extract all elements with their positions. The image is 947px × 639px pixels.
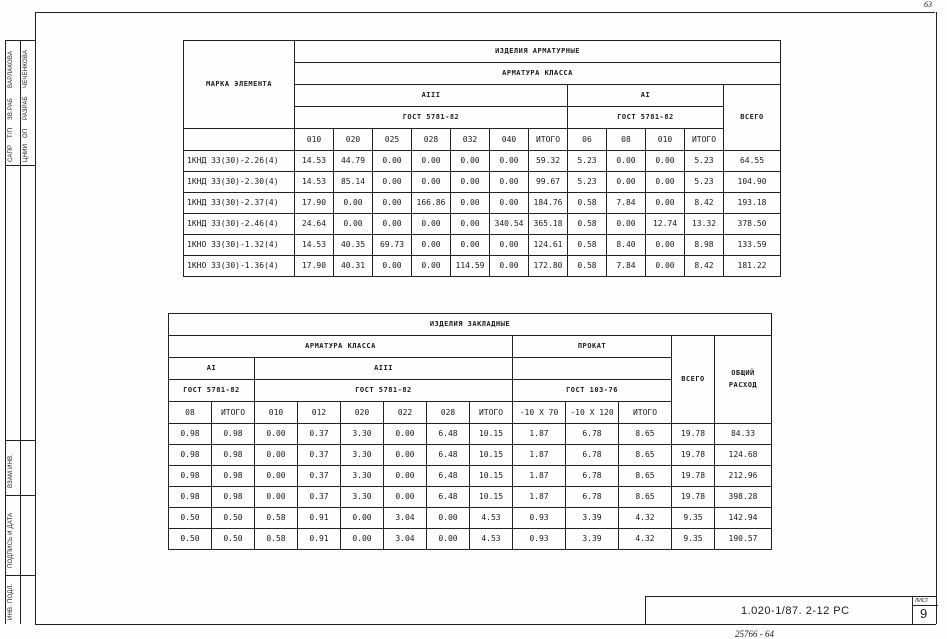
table-cell: 365.18 <box>529 214 568 235</box>
table-cell: 0.93 <box>513 529 566 550</box>
table1-col-blank <box>184 129 295 151</box>
table-cell: 8.42 <box>685 256 724 277</box>
table-cell: 64.55 <box>724 151 781 172</box>
table-cell: 172.80 <box>529 256 568 277</box>
table-cell: 44.79 <box>334 151 373 172</box>
table-cell: 0.98 <box>169 466 212 487</box>
table1-gost-a3: ГОСТ 5781-82 <box>295 107 568 129</box>
table2-col-header: 022 <box>384 402 427 424</box>
table-cell: 6.48 <box>427 424 470 445</box>
table-cell: 142.94 <box>715 508 772 529</box>
table-cell: 4.53 <box>470 529 513 550</box>
table1-total-header: ВСЕГО <box>724 85 781 151</box>
table-cell: 0.37 <box>298 466 341 487</box>
table-cell: 0.00 <box>490 193 529 214</box>
table-cell: 0.00 <box>646 235 685 256</box>
table1-body <box>184 151 781 277</box>
table2-body <box>169 424 772 550</box>
table-cell: 104.90 <box>724 172 781 193</box>
table-row <box>169 466 772 487</box>
table-cell: 3.30 <box>341 466 384 487</box>
table-cell: 0.58 <box>255 529 298 550</box>
table2-title: ИЗДЕЛИЯ ЗАКЛАДНЫЕ <box>169 314 772 336</box>
sheet-label: ЛИСТ <box>915 598 929 604</box>
table2-gost-rolled: ГОСТ 103-76 <box>513 380 672 402</box>
table-cell: 10.15 <box>470 424 513 445</box>
table-cell: 14.53 <box>295 235 334 256</box>
table2-overall-header <box>715 336 772 424</box>
table2-rolled-header: ПРОКАТ <box>513 336 672 358</box>
reinforcement-table <box>183 40 781 277</box>
table-cell: 1.87 <box>513 445 566 466</box>
side-strip-divider <box>20 40 21 624</box>
table-cell: 10.15 <box>470 466 513 487</box>
table-cell: 0.00 <box>427 508 470 529</box>
table2-col-header: 028 <box>427 402 470 424</box>
table2-col-header: -10 Х 120 <box>566 402 619 424</box>
table1-title: ИЗДЕЛИЯ АРМАТУРНЫЕ <box>295 41 781 63</box>
table-cell: 3.04 <box>384 529 427 550</box>
table-row <box>184 256 781 277</box>
table-cell: 12.74 <box>646 214 685 235</box>
table-row <box>184 214 781 235</box>
table-cell: 4.53 <box>470 508 513 529</box>
table1-col-header: 028 <box>412 129 451 151</box>
table-cell: 0.00 <box>451 172 490 193</box>
table-cell: 0.91 <box>298 529 341 550</box>
table-cell: 8.65 <box>619 424 672 445</box>
table-cell: 3.30 <box>341 424 384 445</box>
table-cell: 114.59 <box>451 256 490 277</box>
table-cell: 0.00 <box>334 193 373 214</box>
table-cell: 0.00 <box>451 193 490 214</box>
table-cell: 13.32 <box>685 214 724 235</box>
table-cell: 1.87 <box>513 487 566 508</box>
table-cell: 19.78 <box>672 487 715 508</box>
table-cell: 0.00 <box>373 214 412 235</box>
table-cell: 0.58 <box>568 235 607 256</box>
table1-col-header: ИТОГО <box>529 129 568 151</box>
mark-header: МАРКА ЭЛЕМЕНТА <box>184 41 295 129</box>
table-cell: 3.30 <box>341 487 384 508</box>
table-cell: 6.78 <box>566 487 619 508</box>
table-cell: 0.98 <box>212 487 255 508</box>
table-cell: 10.15 <box>470 445 513 466</box>
table-cell: 0.00 <box>607 214 646 235</box>
table1-col-header: 025 <box>373 129 412 151</box>
table-cell: 398.28 <box>715 487 772 508</box>
table1-gost-a1: ГОСТ 5781-82 <box>568 107 724 129</box>
table-cell: 0.00 <box>412 214 451 235</box>
table-cell: 84.33 <box>715 424 772 445</box>
table-cell: 0.37 <box>298 445 341 466</box>
table1-col-header: ИТОГО <box>685 129 724 151</box>
table-cell: 0.00 <box>412 256 451 277</box>
table1-subtitle: АРМАТУРА КЛАССА <box>295 63 781 85</box>
table-cell: 133.59 <box>724 235 781 256</box>
table-cell: 19.78 <box>672 445 715 466</box>
strip-label-podpis-data: ПОДПИСЬ И ДАТА <box>8 512 14 568</box>
strip-rule <box>5 440 35 441</box>
table-cell: 4.32 <box>619 529 672 550</box>
table-cell: 19.78 <box>672 466 715 487</box>
table-cell: 0.58 <box>568 214 607 235</box>
table-cell: 0.00 <box>255 445 298 466</box>
table-cell: 0.98 <box>169 445 212 466</box>
table-cell: 17.90 <box>295 256 334 277</box>
table1-class-a1: АI <box>568 85 724 107</box>
table-row <box>169 445 772 466</box>
strip-label-vzam-inv: ВЗАМ.ИНВ. <box>8 453 14 488</box>
table-cell: 0.00 <box>607 172 646 193</box>
table-cell: 7.84 <box>607 193 646 214</box>
table-cell: 14.53 <box>295 151 334 172</box>
table-cell: 0.00 <box>451 235 490 256</box>
table-cell: 0.00 <box>384 424 427 445</box>
table-cell: 3.39 <box>566 529 619 550</box>
strip-label-varlakova: ВАРЛАКОВА <box>8 50 14 88</box>
table-cell: 8.98 <box>685 235 724 256</box>
table-cell: 0.00 <box>384 487 427 508</box>
table-cell: 7.84 <box>607 256 646 277</box>
table-cell: 0.58 <box>568 256 607 277</box>
table-row <box>169 424 772 445</box>
table2-col-header: 012 <box>298 402 341 424</box>
table-cell: 0.91 <box>298 508 341 529</box>
table-row <box>169 487 772 508</box>
table-cell: 1.87 <box>513 466 566 487</box>
table2-col-header: 08 <box>169 402 212 424</box>
table-cell: 0.00 <box>451 214 490 235</box>
title-stamp <box>645 596 937 625</box>
table-cell: 10.15 <box>470 487 513 508</box>
table-cell: 0.00 <box>412 172 451 193</box>
table-cell: 5.23 <box>685 172 724 193</box>
table2-col-header: 010 <box>255 402 298 424</box>
table-cell: 8.65 <box>619 445 672 466</box>
table-cell: 9.35 <box>672 508 715 529</box>
table-cell: 0.50 <box>212 529 255 550</box>
table1-col-header: 06 <box>568 129 607 151</box>
table-cell: 212.96 <box>715 466 772 487</box>
table-cell: 0.00 <box>341 529 384 550</box>
table-cell: 6.78 <box>566 466 619 487</box>
table-cell: 0.00 <box>427 529 470 550</box>
table-cell: 69.73 <box>373 235 412 256</box>
table-cell: 0.00 <box>255 466 298 487</box>
table-cell: 0.00 <box>384 445 427 466</box>
table2-col-header: ИТОГО <box>470 402 513 424</box>
table-cell: 124.61 <box>529 235 568 256</box>
table2-rolled-blank <box>513 358 672 380</box>
table-cell: 0.98 <box>169 487 212 508</box>
table-cell: 0.00 <box>490 172 529 193</box>
page-number: 63 <box>924 0 932 9</box>
table-cell: 0.00 <box>334 214 373 235</box>
element-mark-cell: 1КНО 33(30)-1.36(4) <box>184 256 295 277</box>
table-cell: 0.00 <box>490 151 529 172</box>
table-cell: 3.04 <box>384 508 427 529</box>
table-cell: 0.00 <box>373 151 412 172</box>
table-cell: 0.98 <box>212 466 255 487</box>
table-cell: 8.65 <box>619 487 672 508</box>
table2-total-header: ВСЕГО <box>672 336 715 424</box>
table-cell: 0.00 <box>373 256 412 277</box>
table-cell: 0.98 <box>212 445 255 466</box>
table-cell: 6.78 <box>566 445 619 466</box>
embedded-products-table <box>168 313 772 550</box>
table2-col-header: ИТОГО <box>619 402 672 424</box>
table2-class-a1: АI <box>169 358 255 380</box>
table-cell: 59.32 <box>529 151 568 172</box>
document-code: 1.020-1/87. 2-12 PC <box>741 605 850 617</box>
table-cell: 4.32 <box>619 508 672 529</box>
table-cell: 0.00 <box>255 424 298 445</box>
strip-rule <box>5 165 35 166</box>
strip-label-cnii: ЦНИИ <box>23 143 29 162</box>
table-cell: 19.78 <box>672 424 715 445</box>
table-row <box>184 151 781 172</box>
table2-col-header: ИТОГО <box>212 402 255 424</box>
table1-col-header: 08 <box>607 129 646 151</box>
strip-rule <box>5 40 35 41</box>
table1-col-header: 010 <box>646 129 685 151</box>
handwritten-note: 25766 - 64 <box>735 629 774 639</box>
table-cell: 0.00 <box>341 508 384 529</box>
element-mark-cell: 1КНД 33(30)-2.37(4) <box>184 193 295 214</box>
table1-col-header: 010 <box>295 129 334 151</box>
table-cell: 340.54 <box>490 214 529 235</box>
table-cell: 0.50 <box>212 508 255 529</box>
table2-col-header: -10 Х 70 <box>513 402 566 424</box>
table-cell: 9.35 <box>672 529 715 550</box>
table-cell: 3.30 <box>341 445 384 466</box>
table-cell: 193.18 <box>724 193 781 214</box>
strip-label-tp: Т/П <box>8 127 14 138</box>
table-cell: 40.35 <box>334 235 373 256</box>
strip-label-razrab: РАЗРАБ <box>23 96 29 120</box>
table-cell: 3.39 <box>566 508 619 529</box>
strip-rule <box>5 575 35 576</box>
table-cell: 14.53 <box>295 172 334 193</box>
element-mark-cell: 1КНД 33(30)-2.46(4) <box>184 214 295 235</box>
table-row <box>184 193 781 214</box>
table-cell: 0.58 <box>255 508 298 529</box>
table-cell: 0.00 <box>490 235 529 256</box>
table-cell: 8.40 <box>607 235 646 256</box>
table-row <box>184 172 781 193</box>
table-cell: 0.00 <box>607 151 646 172</box>
table-cell: 5.23 <box>568 172 607 193</box>
table2-gost-a3: ГОСТ 5781-82 <box>255 380 513 402</box>
frame-right-line <box>936 12 937 624</box>
strip-rule <box>5 495 35 496</box>
table-cell: 0.93 <box>513 508 566 529</box>
table-cell: 0.98 <box>169 424 212 445</box>
table-cell: 166.86 <box>412 193 451 214</box>
table-cell: 0.00 <box>646 172 685 193</box>
table-cell: 0.37 <box>298 424 341 445</box>
table1-col-header: 040 <box>490 129 529 151</box>
table-cell: 17.90 <box>295 193 334 214</box>
table-cell: 190.57 <box>715 529 772 550</box>
table-cell: 6.48 <box>427 445 470 466</box>
table2-gost-a1: ГОСТ 5781-82 <box>169 380 255 402</box>
table-cell: 0.00 <box>373 193 412 214</box>
table-cell: 40.31 <box>334 256 373 277</box>
table-row <box>169 508 772 529</box>
table-cell: 124.68 <box>715 445 772 466</box>
table-cell: 5.23 <box>568 151 607 172</box>
table-cell: 8.65 <box>619 466 672 487</box>
table-cell: 0.00 <box>255 487 298 508</box>
table-cell: 1.87 <box>513 424 566 445</box>
table-cell: 0.98 <box>212 424 255 445</box>
table2-class-a3: АIII <box>255 358 513 380</box>
sheet-number: 9 <box>920 606 928 621</box>
strip-label-sapr: САПР <box>8 144 14 162</box>
table-cell: 0.00 <box>412 151 451 172</box>
table-cell: 0.37 <box>298 487 341 508</box>
overall-header-line2: РАСХОД <box>728 380 758 389</box>
table-cell: 0.00 <box>451 151 490 172</box>
strip-label-op: ОП <box>23 128 29 138</box>
table-cell: 0.00 <box>373 172 412 193</box>
table-cell: 6.78 <box>566 424 619 445</box>
table1-class-a3: АIII <box>295 85 568 107</box>
table-cell: 85.14 <box>334 172 373 193</box>
table-cell: 0.58 <box>568 193 607 214</box>
table-cell: 0.50 <box>169 529 212 550</box>
table-cell: 6.48 <box>427 466 470 487</box>
table-cell: 24.64 <box>295 214 334 235</box>
table-cell: 0.00 <box>412 235 451 256</box>
element-mark-cell: 1КНД 33(30)-2.30(4) <box>184 172 295 193</box>
table2-subtitle: АРМАТУРА КЛАССА <box>169 336 513 358</box>
table-cell: 181.22 <box>724 256 781 277</box>
table-cell: 0.00 <box>490 256 529 277</box>
table-cell: 99.67 <box>529 172 568 193</box>
table-cell: 5.23 <box>685 151 724 172</box>
strip-label-zv-rab: ЗВ.РАБ <box>8 97 14 120</box>
frame-top-line <box>35 12 935 13</box>
table-cell: 8.42 <box>685 193 724 214</box>
strip-label-inv-podl: ИНВ. ПОДЛ. <box>8 583 14 620</box>
table1-col-header: 020 <box>334 129 373 151</box>
table2-col-header: 020 <box>341 402 384 424</box>
table-cell: 0.00 <box>646 193 685 214</box>
table-cell: 0.00 <box>646 151 685 172</box>
table-row <box>169 529 772 550</box>
table-cell: 378.50 <box>724 214 781 235</box>
strip-label-chechenkova: ЧЕЧЕНКОВА <box>23 49 29 88</box>
table1-col-header: 032 <box>451 129 490 151</box>
table-cell: 0.50 <box>169 508 212 529</box>
element-mark-cell: 1КНО 33(30)-1.32(4) <box>184 235 295 256</box>
table-row <box>184 235 781 256</box>
table-cell: 184.76 <box>529 193 568 214</box>
element-mark-cell: 1КНД 33(30)-2.26(4) <box>184 151 295 172</box>
table-cell: 6.48 <box>427 487 470 508</box>
table-cell: 0.00 <box>384 466 427 487</box>
sheet-box <box>912 597 938 625</box>
table-cell: 0.00 <box>646 256 685 277</box>
overall-header-line1: ОБЩИЙ <box>731 369 755 378</box>
